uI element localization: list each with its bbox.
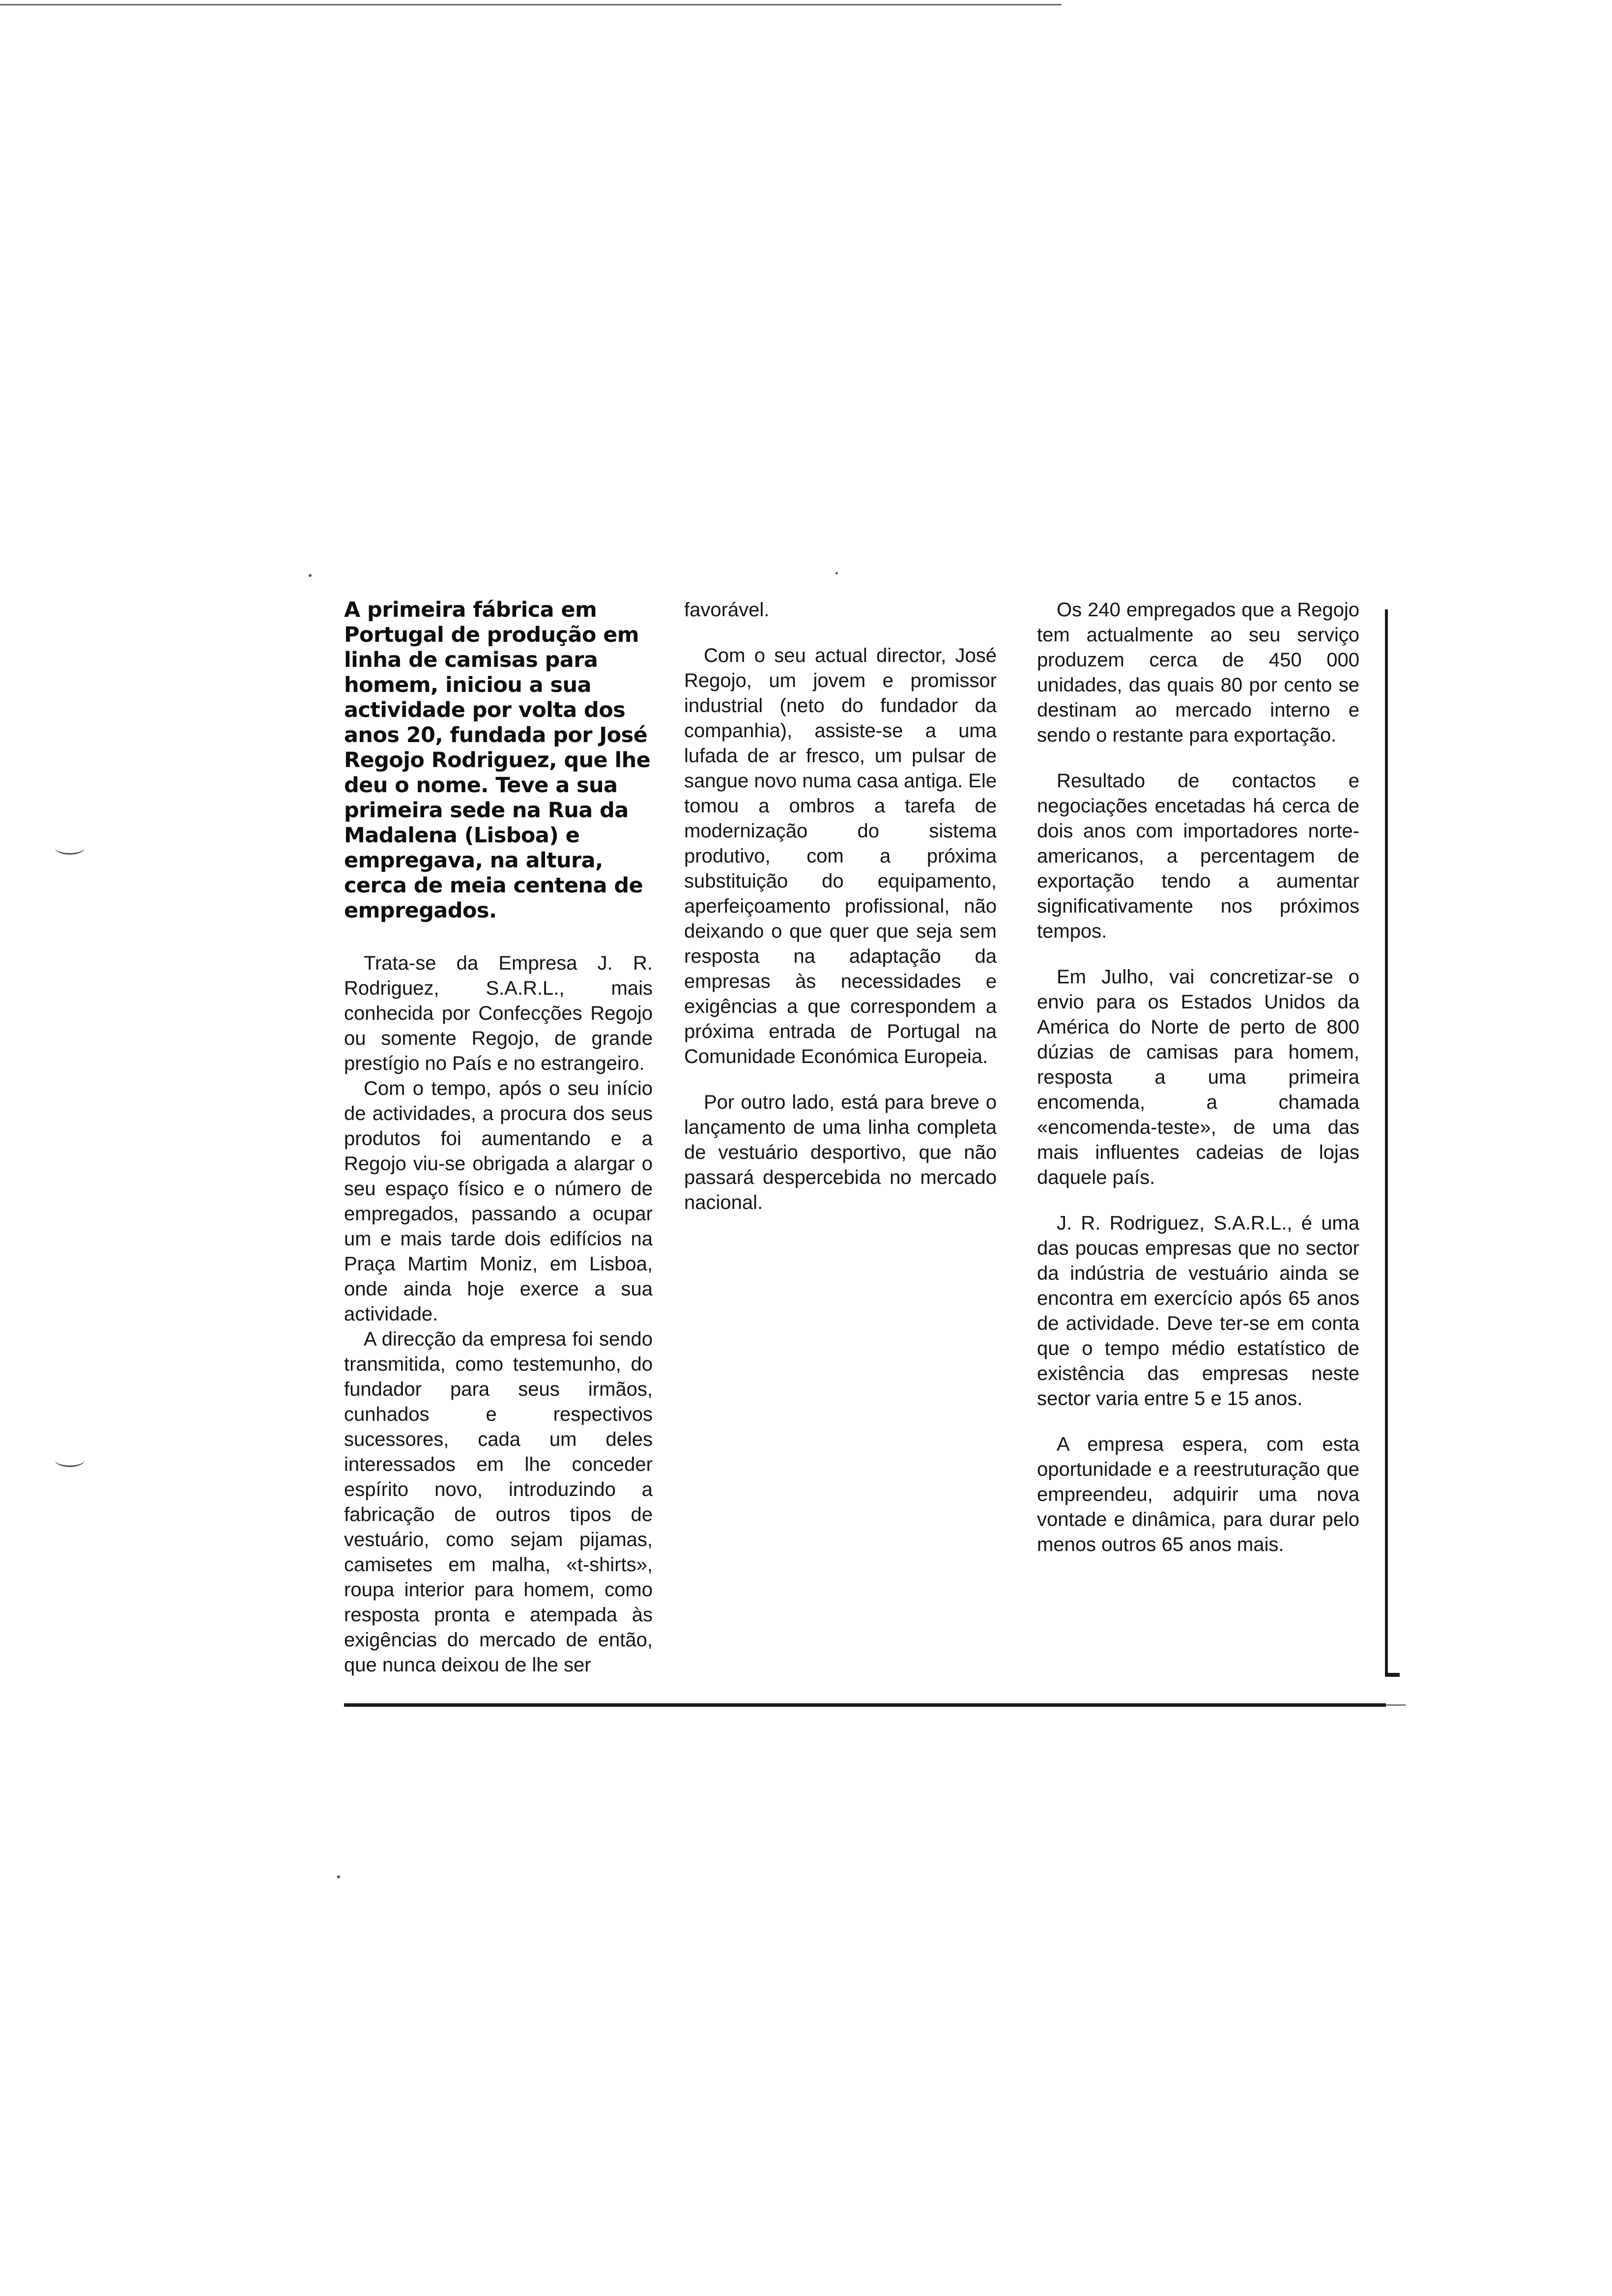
article-paragraph: Trata-se da Empresa J. R. Rodriguez, S.A.R.L., mais conhecida por Confecções Regojo ou somente Regojo, de grande prestígio no País e no estrangeiro. (344, 952, 653, 1074)
scan-speck (309, 574, 312, 577)
article-paragraph: A empresa espera, com esta oportunidade e a reestruturação que empreendeu, adquirir uma nova vontade e dinâmica, para durar pelo menos outros 65 anos mais. (1037, 1434, 1359, 1555)
article-bottom-rule-tail (1386, 1704, 1406, 1706)
article-column-3 (1037, 598, 1359, 1557)
article-lead: A primeira fábrica em Portugal de produção em linha de camisas para homem, iniciou a sua actividade por volta dos anos 20, fundada por José Regojo Rodriguez, que lhe deu o nome. Teve a sua primeira sede na Rua da Madalena (Lisboa) e empregava, na altura, cerca de meia centena de empregados. (344, 598, 651, 923)
article-column-2-main (684, 598, 997, 1215)
article-paragraph: Com o tempo, após o seu início de actividades, a procura dos seus produtos foi aumentando e a Regojo viu-se obrigada a alargar o seu espaço físico e o número de empregados, passando a ocupar um e mais tarde dois edifícios na Praça Martim Moniz, em Lisboa, onde ainda hoje exerce a sua actividade. (344, 1078, 653, 1325)
article-paragraph: J. R. Rodriguez, S.A.R.L., é uma das poucas empresas que no sector da indústria de vestuário ainda se encontra em exercício após 65 anos de actividade. Deve ter-se em conta que o tempo médio estatístico de existência das empresas neste sector varia entre 5 e 15 anos. (1037, 1212, 1359, 1409)
article-paragraph: Com o seu actual director, José Regojo, um jovem e promissor industrial (neto do fundador da companhia), assiste-se a uma lufada de ar fresco, um pulsar de sangue novo numa casa antiga. Ele tomou a ombros a tarefa de modernização do sistema produtivo, com a próxima substituição do equipamento, aperfeiçoamento profissional, não deixando o que quer que seja sem resposta na adaptação da empresas às necessidades e exigências a que correspondem a próxima entrada de Portugal na Comunidade Económica Europeia. (684, 645, 997, 1067)
scan-edge-line (0, 4, 1062, 5)
column-rule-right (1385, 609, 1388, 1676)
article-paragraph: Resultado de contactos e negociações encetadas há cerca de dois anos com importadores norte-americanos, a percentagem de exportação tendo a aumentar significativamente nos próximos tempos. (1037, 770, 1359, 942)
article-paragraph-continued: Por outro lado, está para breve o lançamento de uma linha completa de vestuário desportivo, que não passará despercebida no mercado nacional. (684, 1091, 997, 1213)
article-bottom-rule (344, 1703, 1386, 1707)
column-rule-foot (1385, 1673, 1400, 1677)
scan-speck (337, 1875, 340, 1878)
article-paragraph: A direcção da empresa foi sendo transmitida, como testemunho, do fundador para seus irmãos, cunhados e respectivos sucessores, cada um deles interessados em lhe conceder espírito novo, introduzindo a fabricação de outros tipos de vestuário, como sejam pijamas, camisetes em malha, «t-shirts», roupa interior para homem, como resposta pronta e atempada às exigências do mercado de então, que nunca deixou de lhe ser (344, 1328, 653, 1676)
article-column-1 (344, 598, 653, 1678)
scan-crease-mark (55, 1454, 85, 1467)
article-paragraph: Em Julho, vai concretizar-se o envio para os Estados Unidos da América do Norte de perto de 800 dúzias de camisas para homem, resposta a uma primeira encomenda, a chamada «encomenda-teste», de uma das mais influentes cadeias de lojas daquele país. (1037, 966, 1359, 1188)
scan-speck (835, 572, 838, 574)
article-paragraph: Os 240 empregados que a Regojo tem actualmente ao seu serviço produzem cerca de 450 000 unidades, das quais 80 por cento se destinam ao mercado interno e sendo o restante para exportação. (1037, 599, 1359, 746)
newspaper-article (344, 598, 1406, 1705)
scan-crease-mark (55, 841, 85, 855)
article-paragraph-continued: favorável. (684, 599, 770, 621)
